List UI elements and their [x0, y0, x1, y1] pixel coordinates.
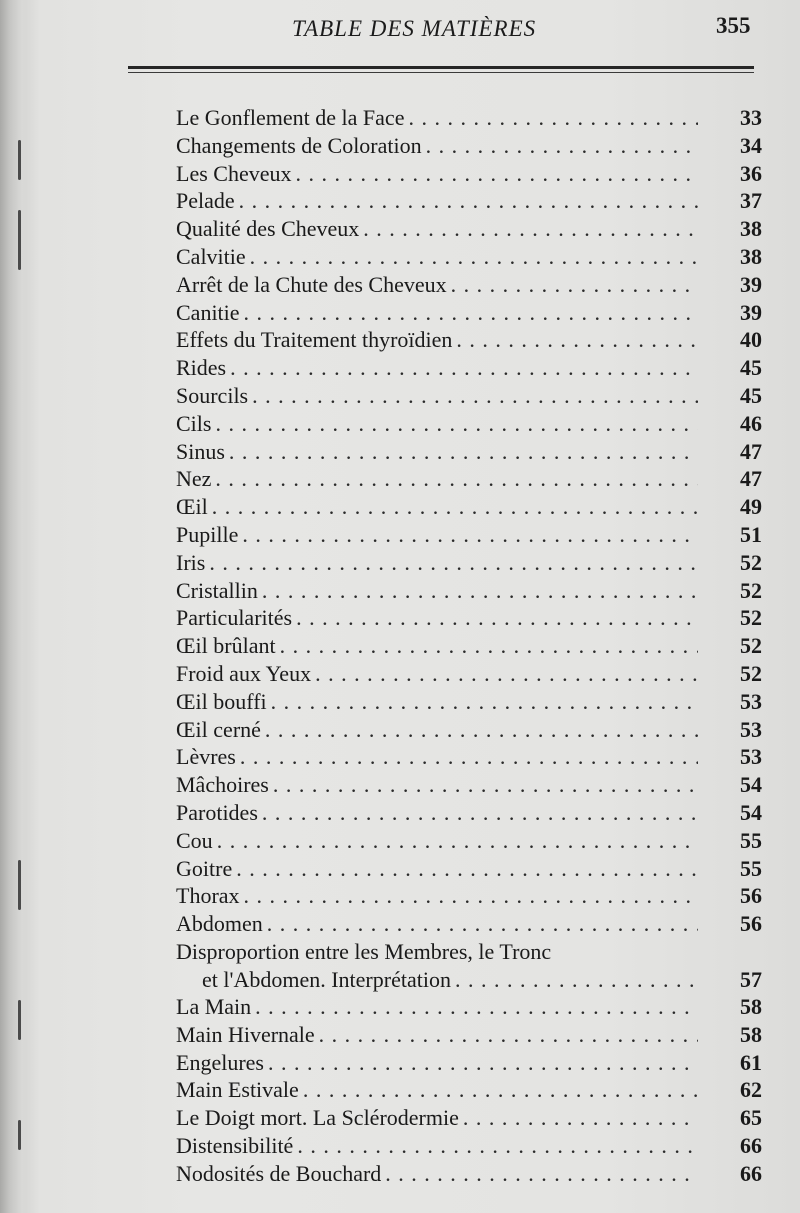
binding-mark	[18, 1000, 21, 1040]
dot-leader	[422, 132, 698, 160]
toc-entry-label: Lèvres	[176, 744, 236, 770]
toc-entry-page: 34	[740, 132, 762, 158]
toc-entry-label: Œil bouffi	[176, 688, 267, 714]
header-rule-thin	[128, 72, 754, 73]
toc-entry	[176, 993, 762, 1021]
toc-entry	[176, 743, 762, 771]
dot-leader	[208, 493, 698, 521]
toc-entry-label: Main Hivernale	[176, 1021, 315, 1047]
toc-entry	[176, 604, 762, 632]
toc-entry	[176, 1132, 762, 1160]
dot-leader	[240, 882, 698, 910]
toc-entry-label: Changements de Coloration	[176, 132, 422, 158]
dot-leader	[311, 660, 698, 688]
toc-entry-label: Abdomen	[176, 911, 263, 937]
toc-entry-page: 61	[740, 1049, 762, 1075]
toc-entry-page: 58	[740, 1021, 762, 1047]
toc-entry-label: Pupille	[176, 521, 239, 547]
dot-leader	[213, 827, 698, 855]
header-rule	[128, 66, 754, 69]
toc-entry-label: Main Estivale	[176, 1077, 299, 1103]
toc-entry	[176, 382, 762, 410]
toc-entry-label: Cils	[176, 410, 212, 436]
dot-leader	[238, 521, 698, 549]
toc-entry-label: Canitie	[176, 299, 240, 325]
dot-leader	[293, 1132, 698, 1160]
toc-entry-page: 47	[740, 438, 762, 464]
toc-entry-page: 53	[740, 716, 762, 742]
dot-leader	[315, 1021, 698, 1049]
toc-entry	[176, 271, 762, 299]
dot-leader	[246, 243, 698, 271]
toc-entry-page: 58	[740, 993, 762, 1019]
dot-leader	[240, 299, 698, 327]
toc-entry-label: Iris	[176, 549, 206, 575]
dot-leader	[381, 1160, 698, 1188]
toc-entry-page: 45	[740, 355, 762, 381]
toc-entry-page: 39	[740, 271, 762, 297]
toc-entry-page: 55	[740, 855, 762, 881]
binding-mark	[18, 210, 21, 270]
dot-leader	[276, 632, 698, 660]
toc-entry-page: 47	[740, 466, 762, 492]
toc-entry	[176, 799, 762, 827]
toc-entry-page: 57	[740, 966, 762, 992]
toc-entry	[176, 855, 762, 883]
toc-entry-label: Arrêt de la Chute des Cheveux	[176, 271, 447, 297]
toc-entry-page: 52	[740, 633, 762, 659]
toc-entry	[176, 104, 762, 132]
page-header	[0, 8, 800, 48]
dot-leader	[404, 104, 698, 132]
toc-entry-label: Effets du Traitement thyroïdien	[176, 327, 453, 353]
dot-leader	[269, 771, 698, 799]
dot-leader	[299, 1076, 698, 1104]
toc-entry	[176, 716, 762, 744]
toc-entry	[176, 465, 762, 493]
toc-entry-label: Le Gonflement de la Face	[176, 105, 405, 130]
toc-entry	[176, 326, 762, 354]
dot-leader	[447, 271, 698, 299]
toc-entry-label: Sinus	[176, 438, 225, 464]
toc-entry	[176, 410, 762, 438]
toc-entry	[176, 549, 762, 577]
dot-leader	[263, 910, 698, 938]
dot-leader	[258, 799, 698, 827]
toc-entry-label: Sourcils	[176, 382, 249, 408]
toc-entry-label: Nodosités de Bouchard	[176, 1160, 382, 1186]
page-number: 355	[716, 13, 751, 38]
toc-entry-page: 56	[740, 883, 762, 909]
dot-leader	[211, 465, 698, 493]
toc-entry	[176, 243, 762, 271]
toc-entry-page: 53	[740, 744, 762, 770]
toc-entry-page: 52	[740, 660, 762, 686]
toc-entry	[176, 1076, 762, 1104]
dot-leader	[264, 1049, 698, 1077]
dot-leader	[236, 743, 698, 771]
dot-leader	[226, 354, 698, 382]
toc-entry-page: 37	[740, 188, 762, 214]
toc-entry-label: Œil brûlant	[176, 633, 276, 659]
dot-leader	[452, 326, 698, 354]
toc-entry-label: Goitre	[176, 855, 233, 881]
toc-entry-page: 49	[740, 494, 762, 520]
toc-entry-page: 52	[740, 577, 762, 603]
toc-entry-page: 54	[740, 799, 762, 825]
toc-entry	[176, 132, 762, 160]
toc-entry-page: 54	[740, 772, 762, 798]
toc-entry-page: 33	[740, 105, 762, 130]
toc-entry-label: Qualité des Cheveux	[176, 216, 360, 242]
toc-entry-label: Mâchoires	[176, 772, 269, 798]
toc-entry	[176, 660, 762, 688]
toc-entry	[176, 938, 762, 993]
toc-entry-label: Parotides	[176, 799, 258, 825]
binding-mark	[18, 1120, 21, 1150]
toc-entry-label: Froid aux Yeux	[176, 660, 312, 686]
toc-entry-page: 40	[740, 327, 762, 353]
toc-entry	[176, 771, 762, 799]
dot-leader	[359, 215, 698, 243]
toc-entry	[176, 438, 762, 466]
dot-leader	[205, 549, 698, 577]
running-title: TABLE DES MATIÈRES	[292, 16, 537, 41]
toc-entry-label: Disproportion entre les Membres, le Tronc	[176, 938, 552, 964]
toc-entry-page: 38	[740, 243, 762, 269]
toc-entry	[176, 632, 762, 660]
toc-entry-page: 52	[740, 549, 762, 575]
toc-entry-continuation	[176, 966, 762, 994]
toc-entry	[176, 1104, 762, 1132]
toc-entry-page: 51	[740, 521, 762, 547]
toc-entry-page: 45	[740, 382, 762, 408]
toc-entry-label: Cristallin	[176, 577, 258, 603]
toc-entry	[176, 827, 762, 855]
toc-entry-page: 66	[740, 1132, 762, 1158]
toc-entry-label: Distensibilité	[176, 1132, 294, 1158]
dot-leader	[267, 688, 698, 716]
toc-entry-label: Cou	[176, 827, 213, 853]
toc-entry	[176, 187, 762, 215]
toc-entry	[176, 1160, 762, 1188]
toc-entry-label: Thorax	[176, 883, 240, 909]
toc-entry	[176, 882, 762, 910]
toc-entry-page: 62	[740, 1077, 762, 1103]
dot-leader	[251, 993, 698, 1021]
toc-entry-page: 66	[740, 1160, 762, 1186]
toc-entry-label: Les Cheveux	[176, 160, 292, 186]
toc-entry	[176, 493, 762, 521]
toc-entry-label-continued: et l'Abdomen. Interprétation	[202, 966, 451, 992]
toc-entry-label: Particularités	[176, 605, 293, 631]
toc-entry-page: 38	[740, 216, 762, 242]
dot-leader	[225, 438, 698, 466]
toc-entry-page: 46	[740, 410, 762, 436]
toc-entry-label: Œil	[176, 494, 208, 520]
toc-entry-label: Œil cerné	[176, 716, 261, 742]
toc-entry-page: 65	[740, 1105, 762, 1131]
dot-leader	[258, 577, 698, 605]
toc-entry	[176, 160, 762, 188]
binding-mark	[18, 140, 21, 180]
book-spine-shadow	[0, 0, 30, 1213]
toc-entry-label: Engelures	[176, 1049, 264, 1075]
dot-leader	[291, 160, 698, 188]
dot-leader	[211, 410, 698, 438]
dot-leader	[292, 604, 698, 632]
toc-entry	[176, 1049, 762, 1077]
dot-leader	[248, 382, 698, 410]
toc-entry	[176, 521, 762, 549]
toc-entry-page: 52	[740, 605, 762, 631]
dot-leader	[232, 855, 698, 883]
toc-entry	[176, 1021, 762, 1049]
toc-entry-page: 56	[740, 911, 762, 937]
toc-entry-label: Nez	[176, 466, 212, 492]
toc-entry	[176, 577, 762, 605]
toc-entry	[176, 910, 762, 938]
toc-entry-label: Le Doigt mort. La Sclérodermie	[176, 1105, 459, 1131]
toc-entry-label: Calvitie	[176, 243, 246, 269]
toc-entry	[176, 688, 762, 716]
dot-leader	[459, 1104, 698, 1132]
toc-entry-page: 39	[740, 299, 762, 325]
binding-mark	[18, 860, 21, 910]
toc-entry-page: 53	[740, 688, 762, 714]
toc-entry	[176, 354, 762, 382]
toc-entry-page: 55	[740, 827, 762, 853]
toc-entry-label: Pelade	[176, 188, 235, 214]
toc-entry-label: Rides	[176, 355, 227, 381]
toc-entry	[176, 299, 762, 327]
dot-leader	[235, 187, 698, 215]
toc-entry-label: La Main	[176, 993, 252, 1019]
dot-leader	[261, 716, 698, 744]
table-of-contents	[176, 104, 762, 1187]
dot-leader	[451, 966, 698, 994]
toc-entry-page: 36	[740, 160, 762, 186]
toc-entry	[176, 215, 762, 243]
